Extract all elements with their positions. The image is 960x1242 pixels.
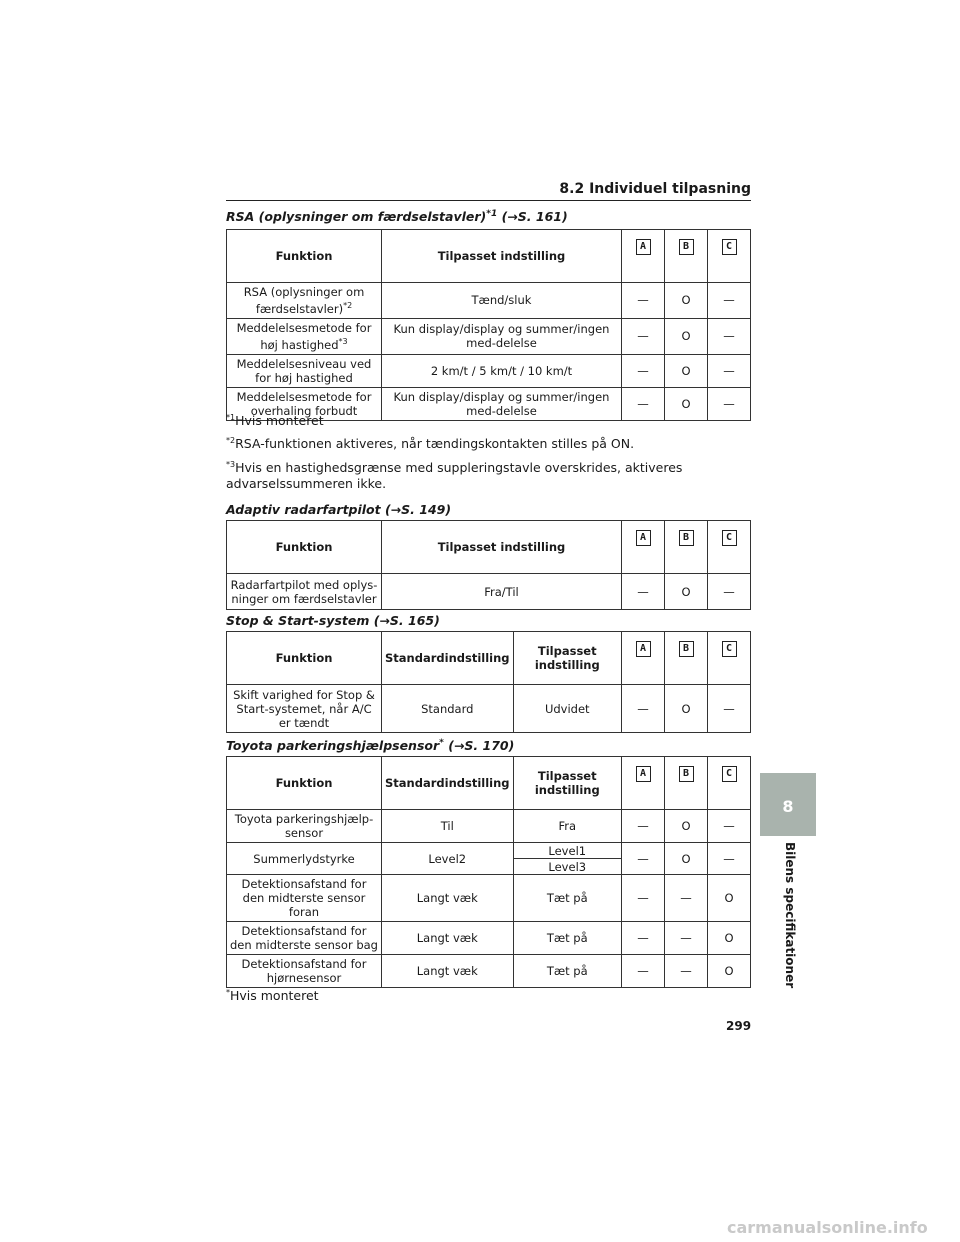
cell-a: —	[622, 875, 665, 922]
cell-c: —	[708, 574, 751, 610]
box-a: A	[636, 641, 651, 657]
col-header-c	[708, 230, 751, 283]
cell-funktion: Toyota parkeringshjælp-sensor	[227, 810, 382, 843]
cell-tilpasset: Kun display/display og summer/ingen med-delelse	[382, 318, 622, 354]
col-header-funktion: Funktion	[227, 230, 382, 283]
cell-c: —	[708, 283, 751, 319]
section-title-ref: (→S. 170)	[448, 738, 515, 754]
section-title-stop: Stop & Start-system (→S. 165)	[226, 613, 440, 628]
cell-tilpasset: Tæt på	[513, 922, 621, 955]
cell-c: O	[708, 922, 751, 955]
section-title-ref: (→S. 161)	[501, 209, 568, 225]
cell-sup: *3	[338, 336, 348, 346]
cell-b: O	[665, 354, 708, 387]
footnote-text: Hvis monteret	[235, 413, 324, 429]
table-row	[227, 875, 751, 922]
col-header-a	[622, 521, 665, 574]
section-title-acc: Adaptiv radarfartpilot (→S. 149)	[226, 502, 452, 517]
box-c: C	[722, 239, 737, 255]
footnote-mark: *2	[226, 436, 236, 445]
cell-c: O	[708, 875, 751, 922]
box-c: C	[722, 641, 737, 657]
cell-funktion: Meddelelsesniveau ved for høj hastighed	[227, 354, 382, 387]
table-row	[227, 843, 751, 859]
cell-c: —	[708, 685, 751, 733]
col-header-b	[665, 230, 708, 283]
section-title-rsa	[226, 209, 568, 224]
cell-funktion: Detektionsafstand for hjørnesensor	[227, 955, 382, 988]
footnote-text: Hvis en hastighedsgrænse med suppleringstavle overskrides, aktiveres advarselssummeren ikke.	[226, 460, 683, 492]
footnote-text: Hvis monteret	[230, 988, 319, 1004]
chapter-label	[781, 842, 797, 989]
footnote-text: RSA-funktionen aktiveres, når tændingskontakten stilles på ON.	[235, 436, 635, 452]
col-header-standard: Standardindstilling	[382, 757, 514, 810]
box-b: B	[679, 530, 694, 546]
cell-tilpasset: Tæt på	[513, 875, 621, 922]
chapter-tab	[760, 773, 816, 836]
cell-funktion	[227, 283, 382, 319]
cell-a: —	[622, 843, 665, 875]
cell-tilpasset: Kun display/display og summer/ingen med-delelse	[382, 387, 622, 420]
col-header-a	[622, 230, 665, 283]
cell-b: O	[665, 685, 708, 733]
cell-tilpasset: 2 km/t / 5 km/t / 10 km/t	[382, 354, 622, 387]
cell-c: —	[708, 810, 751, 843]
park-table	[226, 756, 751, 988]
cell-funktion: Detektionsafstand for den midterste sensor bag	[227, 922, 382, 955]
cell-funktion: Radarfartpilot med oplys-ninger om færdselstavler	[227, 574, 382, 610]
section-title-park	[226, 738, 514, 753]
cell-b: O	[665, 843, 708, 875]
acc-table	[226, 520, 751, 610]
page-header-title: 8.2 Individuel tilpasning	[559, 181, 751, 197]
box-b: B	[679, 239, 694, 255]
box-c: C	[722, 766, 737, 782]
cell-sup: *2	[343, 301, 353, 310]
col-header-c	[708, 521, 751, 574]
box-b: B	[679, 766, 694, 782]
cell-b: —	[665, 922, 708, 955]
col-header-a	[622, 757, 665, 810]
table-row	[227, 354, 751, 387]
section-title-text: RSA (oplysninger om færdselstavler)	[226, 209, 487, 225]
table-row	[227, 574, 751, 610]
col-header-b	[665, 757, 708, 810]
section-title-sup: *1	[486, 209, 498, 219]
stop-table	[226, 631, 751, 733]
footnote-3	[226, 457, 746, 492]
cell-a: —	[622, 318, 665, 354]
cell-a: —	[622, 922, 665, 955]
table-row	[227, 685, 751, 733]
col-header-c	[708, 632, 751, 685]
table-row	[227, 318, 751, 354]
cell-a: —	[622, 354, 665, 387]
box-b: B	[679, 641, 694, 657]
cell-funktion: Summerlydstyrke	[227, 843, 382, 875]
box-a: A	[636, 766, 651, 782]
col-header-funktion: Funktion	[227, 757, 382, 810]
cell-standard: Langt væk	[382, 922, 514, 955]
table-row	[227, 810, 751, 843]
chapter-number: 8	[782, 797, 794, 816]
cell-standard: Langt væk	[382, 955, 514, 988]
cell-a: —	[622, 574, 665, 610]
watermark: carmanualsonline.info	[727, 1218, 928, 1237]
col-header-tilpasset: Tilpasset indstilling	[382, 521, 622, 574]
cell-text: RSA (oplysninger om færdselstavler)	[243, 285, 365, 316]
col-header-c	[708, 757, 751, 810]
col-header-tilpasset: Tilpasset indstilling	[513, 632, 621, 685]
col-header-tilpasset: Tilpasset indstilling	[382, 230, 622, 283]
cell-a: —	[622, 283, 665, 319]
cell-a: —	[622, 685, 665, 733]
cell-tilpasset: Tæt på	[513, 955, 621, 988]
cell-funktion: Skift varighed for Stop & Start-systemet, når A/C er tændt	[227, 685, 382, 733]
cell-b: O	[665, 387, 708, 420]
cell-tilpasset: Tænd/sluk	[382, 283, 622, 319]
footnote-2	[226, 433, 746, 452]
box-a: A	[636, 239, 651, 255]
cell-standard: Standard	[382, 685, 514, 733]
rsa-table	[226, 229, 751, 421]
footnote-mark: *	[226, 988, 230, 997]
cell-b: O	[665, 810, 708, 843]
col-header-a	[622, 632, 665, 685]
col-header-b	[665, 632, 708, 685]
cell-funktion	[227, 318, 382, 354]
cell-tilpasset: Fra/Til	[382, 574, 622, 610]
cell-a: —	[622, 387, 665, 420]
col-header-tilpasset: Tilpasset indstilling	[513, 757, 621, 810]
col-header-b	[665, 521, 708, 574]
section-title-text: Toyota parkeringshjælpsensor	[226, 738, 440, 754]
cell-standard: Langt væk	[382, 875, 514, 922]
cell-c: O	[708, 955, 751, 988]
cell-standard: Til	[382, 810, 514, 843]
table-row	[227, 955, 751, 988]
footnote-mark: *3	[226, 460, 236, 469]
cell-b: O	[665, 574, 708, 610]
cell-a: —	[622, 810, 665, 843]
cell-a: —	[622, 955, 665, 988]
cell-c: —	[708, 318, 751, 354]
col-header-funktion: Funktion	[227, 632, 382, 685]
col-header-standard: Standardindstilling	[382, 632, 514, 685]
table-row	[227, 922, 751, 955]
page-number: 299	[726, 1019, 752, 1033]
cell-b: O	[665, 283, 708, 319]
cell-b: O	[665, 318, 708, 354]
cell-standard: Level2	[382, 843, 514, 875]
cell-funktion: Meddelelsesmetode for overhaling forbudt	[227, 387, 382, 420]
cell-tilpasset: Level3	[513, 859, 621, 875]
cell-c: —	[708, 387, 751, 420]
cell-tilpasset: Udvidet	[513, 685, 621, 733]
chapter-label-text: Bilens specifikationer	[783, 842, 797, 989]
cell-funktion: Detektionsafstand for den midterste sensor foran	[227, 875, 382, 922]
cell-text: Meddelelsesmetode for høj hastighed	[236, 320, 372, 352]
footnote-1	[226, 410, 746, 429]
col-header-funktion: Funktion	[227, 521, 382, 574]
cell-b: —	[665, 875, 708, 922]
section-title-sup: *	[439, 738, 444, 748]
page-header	[226, 178, 751, 201]
box-c: C	[722, 530, 737, 546]
cell-tilpasset: Level1	[513, 843, 621, 859]
cell-c: —	[708, 843, 751, 875]
cell-c: —	[708, 354, 751, 387]
box-a: A	[636, 530, 651, 546]
footnote-park	[226, 985, 746, 1004]
cell-tilpasset: Fra	[513, 810, 621, 843]
table-row	[227, 283, 751, 319]
cell-b: —	[665, 955, 708, 988]
footnote-mark: *1	[226, 413, 236, 422]
